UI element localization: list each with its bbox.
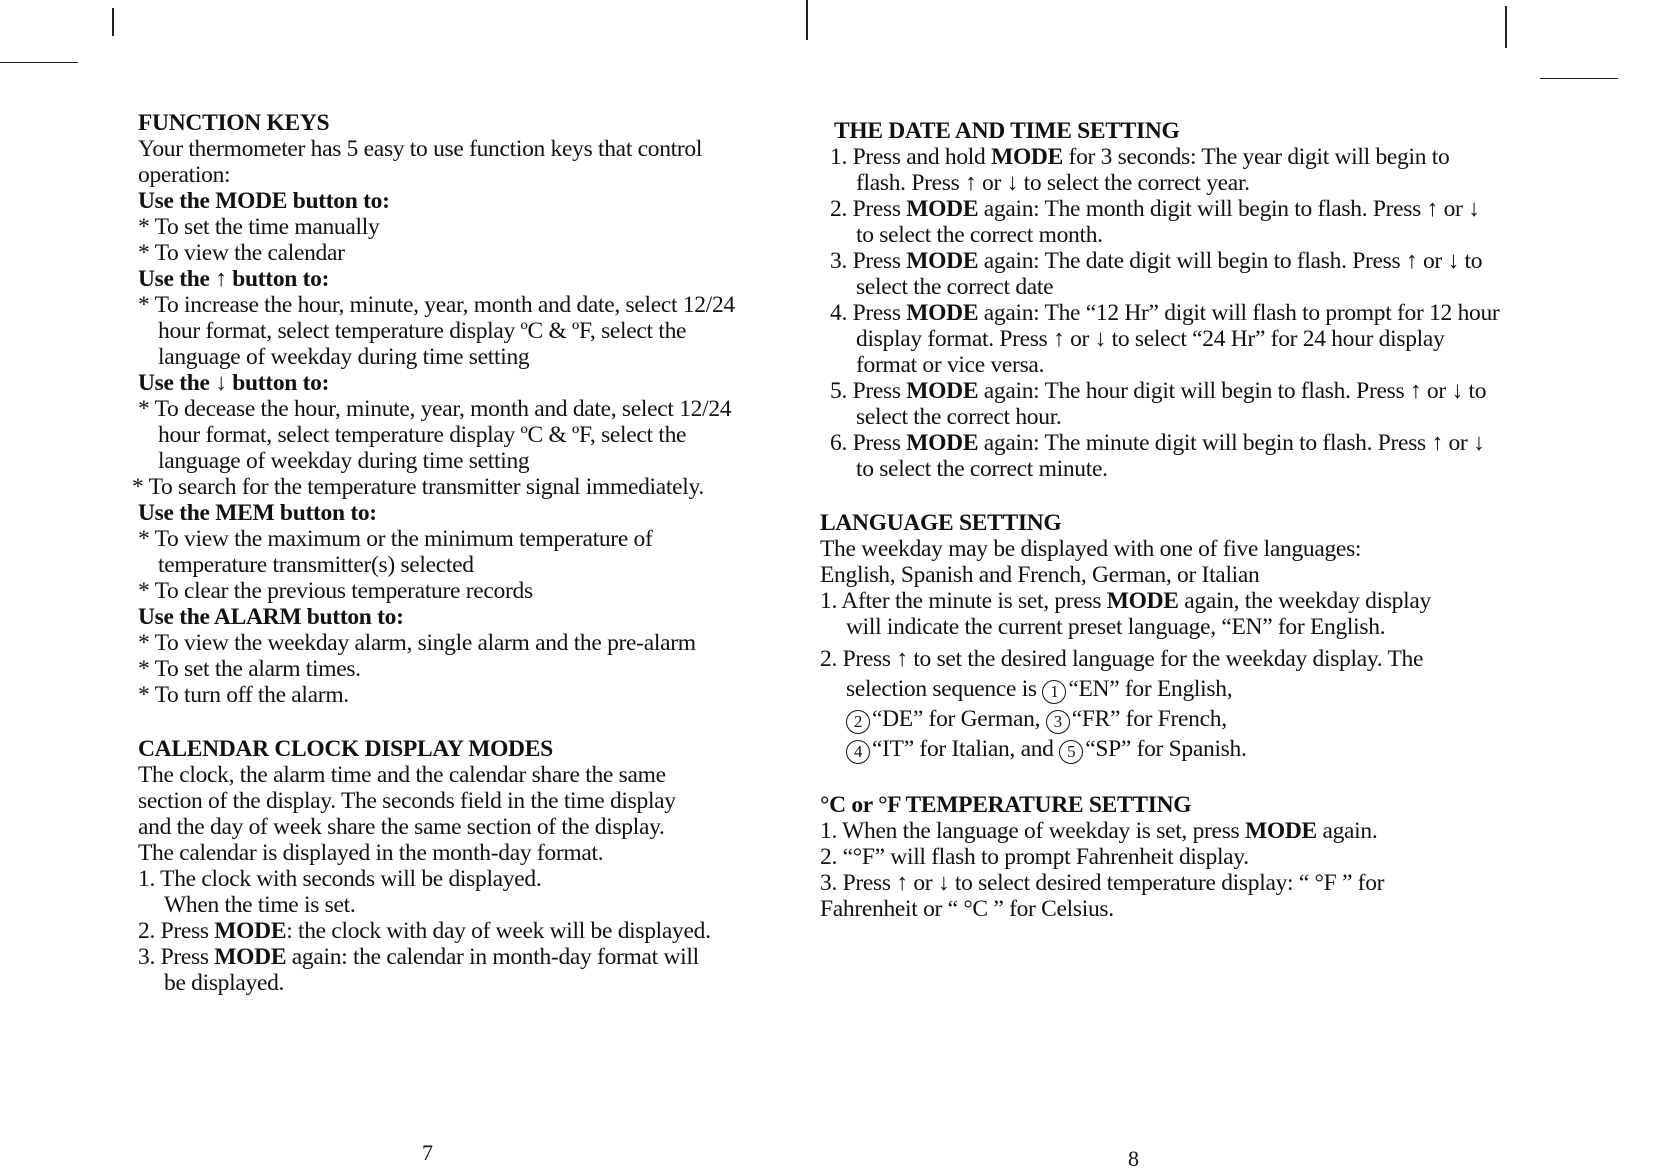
function-keys-intro: Your thermometer has 5 easy to use function keys that control operation: [138, 136, 703, 188]
date-time-step-4 [830, 300, 1500, 378]
date-time-heading: THE DATE AND TIME SETTING [834, 118, 1180, 144]
down-button-heading: Use the ↓ button to: [138, 370, 330, 396]
temperature-heading: °C or °F TEMPERATURE SETTING [820, 792, 1192, 818]
language-step-2 [820, 644, 1500, 764]
step-text: 1. After the minute is set, press [820, 588, 1107, 614]
calendar-step-1-cont: When the time is set. [164, 892, 356, 918]
mem-item-2: * To clear the previous temperature records [138, 578, 533, 604]
step-text: 1. Press and hold [830, 144, 992, 170]
crop-mark-left-vertical [112, 8, 114, 36]
step-text: 1. When the language of weekday is set, press [820, 818, 1245, 844]
temperature-step-1 [820, 818, 1500, 844]
alarm-button-heading: Use the ALARM button to: [138, 604, 404, 630]
alarm-item-1: * To view the weekday alarm, single alarm and the pre-alarm [138, 630, 696, 656]
up-item-1: * To increase the hour, minute, year, month and date, select 12/24 hour format, select temperature display ºC & ºF, select the language of weekday during time setting [138, 292, 735, 370]
language-option-it: “IT” for Italian, and [872, 736, 1054, 762]
step-text: again: The “12 Hr” digit will flash to prompt for 12 hour display format. Press ↑ or ↓ to select “24 Hr” for 24 hour display format or vice versa. [856, 300, 1500, 378]
language-option-fr: “FR” for French, [1071, 706, 1227, 732]
right-page [820, 118, 1500, 922]
mode-key-label: MODE [906, 430, 979, 456]
down-item-1: * To decease the hour, minute, year, month and date, select 12/24 hour format, select temperature display ºC & ºF, select the language of weekday during time setting [138, 396, 732, 474]
alarm-item-3: * To turn off the alarm. [138, 682, 349, 708]
alarm-item-2: * To set the alarm times. [138, 656, 361, 682]
calendar-step-2-pre: 2. Press [138, 918, 215, 944]
step-text: for 3 seconds: The year digit will begin to flash. Press ↑ or ↓ to select the correct year. [856, 144, 1450, 196]
mode-key-label: MODE [991, 144, 1063, 170]
step-text: again: The month digit will begin to flash. Press ↑ or ↓ to select the correct month. [856, 196, 1480, 248]
mode-key-label: MODE [906, 378, 979, 404]
circled-number-2: 2 [846, 710, 870, 734]
temperature-step-2: 2. “°F” will flash to prompt Fahrenheit display. [820, 844, 1249, 870]
mode-item-1: * To set the time manually [138, 214, 380, 240]
crop-mark-right-horizontal [1540, 78, 1618, 79]
step-text: 2. Press ↑ to set the desired language for the weekday display. The selection sequence is [820, 646, 1424, 702]
left-page [132, 110, 778, 996]
step-text: 2. Press [830, 196, 907, 222]
mode-item-2: * To view the calendar [138, 240, 345, 266]
step-text: again, the weekday display will indicate the current preset language, “EN” for English. [846, 588, 1431, 640]
language-heading: LANGUAGE SETTING [820, 510, 1062, 536]
language-option-de: “DE” for German, [872, 706, 1041, 732]
date-time-step-5 [830, 378, 1500, 430]
step-text: again: The minute digit will begin to flash. Press ↑ or ↓ to select the correct minute. [856, 430, 1485, 482]
crop-mark-right-vertical [1505, 6, 1507, 48]
up-button-heading: Use the ↑ button to: [138, 266, 330, 292]
step-text: 4. Press [830, 300, 907, 326]
calendar-step-2-post: : the clock with day of week will be displayed. [286, 918, 711, 944]
mem-item-1: * To view the maximum or the minimum temperature of temperature transmitter(s) selected [138, 526, 653, 578]
mode-key-label: MODE [214, 918, 287, 944]
date-time-step-6 [830, 430, 1500, 482]
mode-button-heading: Use the MODE button to: [138, 188, 390, 214]
crop-mark-left-horizontal [0, 62, 78, 63]
mode-key-label: MODE [1244, 818, 1317, 844]
temperature-step-3: 3. Press ↑ or ↓ to select desired temperature display: “ °F ” for Fahrenheit or “ °C ” for Celsius. [820, 870, 1385, 922]
language-step-1 [820, 588, 1500, 640]
calendar-step-2 [138, 918, 778, 944]
page-number-left: 7 [422, 1140, 433, 1165]
page-number-right: 8 [1128, 1146, 1139, 1171]
date-time-step-1 [830, 144, 1500, 196]
step-text: 3. Press [830, 248, 907, 274]
calendar-paragraph: The clock, the alarm time and the calendar share the same section of the display. The seconds field in the time display and the day of week share the same section of the display. The calendar is displayed in the month-day format. [138, 762, 676, 866]
circled-number-4: 4 [846, 740, 870, 764]
date-time-step-3 [830, 248, 1500, 300]
date-time-step-2 [830, 196, 1500, 248]
calendar-step-3-post: again: the calendar in month-day format will be displayed. [164, 944, 699, 996]
step-text: again: The date digit will begin to flash. Press ↑ or ↓ to select the correct date [856, 248, 1483, 300]
mode-key-label: MODE [906, 300, 979, 326]
mode-key-label: MODE [214, 944, 287, 970]
step-text: 5. Press [830, 378, 907, 404]
language-paragraph: The weekday may be displayed with one of five languages: English, Spanish and French, German, or Italian [820, 536, 1362, 588]
circled-number-1: 1 [1042, 680, 1066, 704]
calendar-heading: CALENDAR CLOCK DISPLAY MODES [138, 736, 553, 762]
calendar-step-3 [138, 944, 778, 996]
calendar-step-3-pre: 3. Press [138, 944, 215, 970]
function-keys-heading: FUNCTION KEYS [138, 110, 330, 136]
circled-number-3: 3 [1046, 710, 1070, 734]
calendar-step-1: 1. The clock with seconds will be displayed. [138, 866, 542, 892]
circled-number-5: 5 [1059, 740, 1083, 764]
mode-key-label: MODE [1106, 588, 1179, 614]
mode-key-label: MODE [906, 196, 979, 222]
step-text: again. [1316, 818, 1378, 844]
step-text: again: The hour digit will begin to flash. Press ↑ or ↓ to select the correct hour. [856, 378, 1487, 430]
language-option-sp: “SP” for Spanish. [1085, 736, 1247, 762]
language-option-en: “EN” for English, [1068, 676, 1233, 702]
mode-key-label: MODE [906, 248, 979, 274]
down-item-2: * To search for the temperature transmitter signal immediately. [132, 474, 704, 500]
step-text: 6. Press [830, 430, 907, 456]
mem-button-heading: Use the MEM button to: [138, 500, 377, 526]
crop-mark-center-vertical [806, 0, 808, 40]
